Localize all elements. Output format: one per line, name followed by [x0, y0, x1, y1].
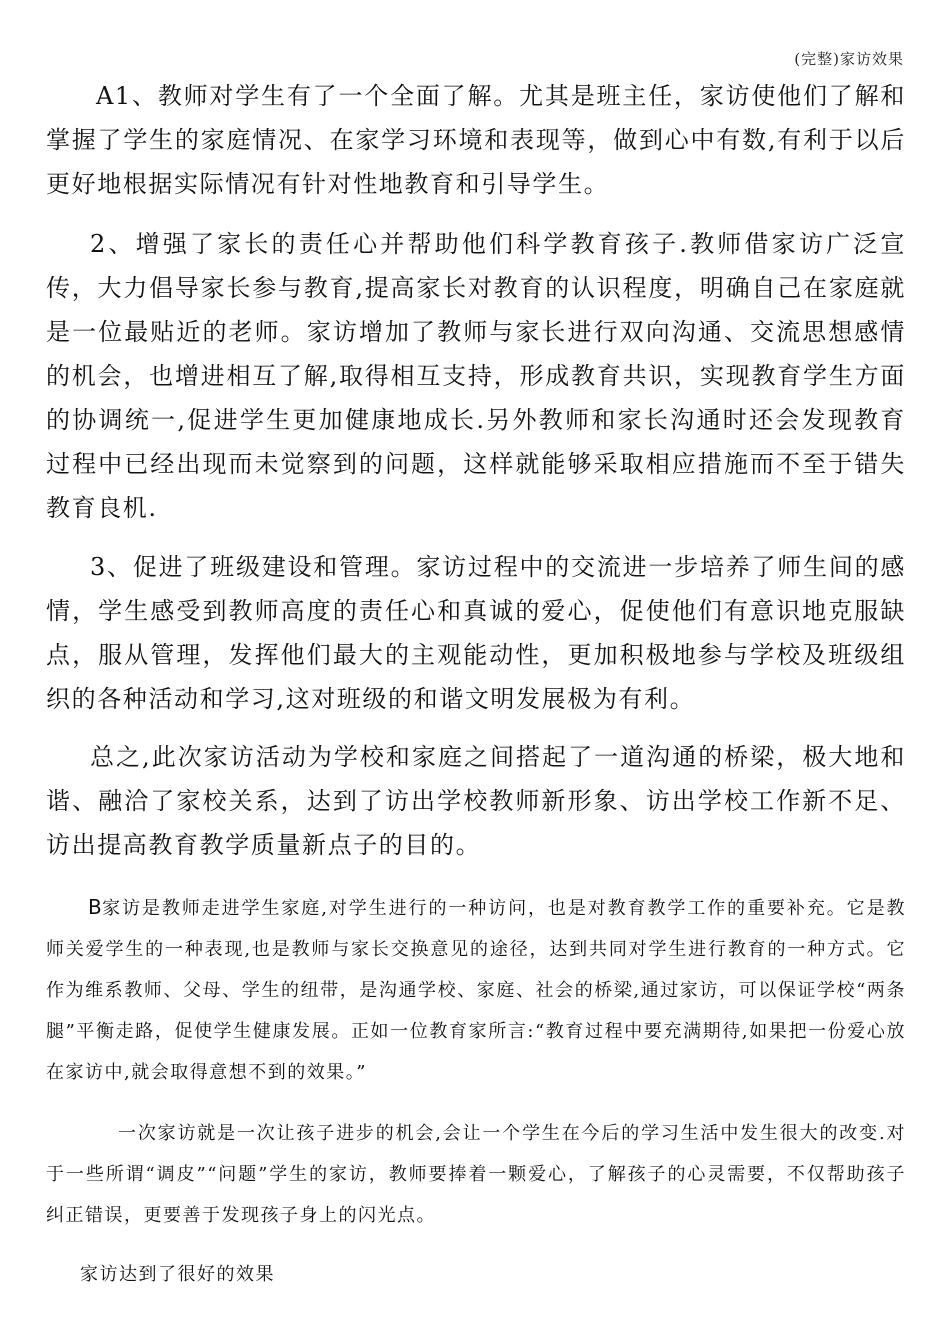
document-body	[46, 74, 906, 1295]
paragraph-conclusion: 家访达到了很好的效果	[80, 1264, 275, 1285]
paragraph-b-text: 家访是教师走进学生家庭,对学生进行的一种访问，也是对教育教学工作的重要补充。它是教师关爱学生的一种表现,也是教师与家长交换意见的途径，达到共同对学生进行教育的一种方式。它作为维系教师、父母、学生的纽带，是沟通学校、家庭、社会的桥梁,通过家访，可以保证学校“两条腿”平衡走路，促使学生健康发展。正如一位教育家所言:“教育过程中要充满期待,如果把一份爱心放在家访中,就会取得意想不到的效果。”	[46, 898, 906, 1083]
paragraph-summary: 总之,此次家访活动为学校和家庭之间搭起了一道沟通的桥梁，极大地和谐、融洽了家校关系，达到了访出学校教师新形象、访出学校工作新不足、访出提高教育教学质量新点子的目的。	[46, 743, 906, 859]
paragraph-visit-chance: 一次家访就是一次让孩子进步的机会,会让一个学生在今后的学习生活中发生很大的改变.对于一些所谓“调皮”“问题”学生的家访，教师要捧着一颗爱心，了解孩子的心灵需要，不仅帮助孩子纠正错误，更要善于发现孩子身上的闪光点。	[46, 1123, 906, 1226]
paragraph-2: 2、增强了家长的责任心并帮助他们科学教育孩子.教师借家访广泛宣传，大力倡导家长参与教育,提高家长对教育的认识程度，明确自己在家庭就是一位最贴近的老师。家访增加了教师与家长进行双向沟通、交流思想感情的机会，也增进相互了解,取得相互支持，形成教育共识，实现教育学生方面的协调统一,促进学生更加健康地成长.另外教师和家长沟通时还会发现教育过程中已经出现而未觉察到的问题，这样就能够采取相应措施而不至于错失教育良机.	[46, 230, 906, 522]
paragraph-3: 3、促进了班级建设和管理。家访过程中的交流进一步培养了师生间的感情，学生感受到教师高度的责任心和真诚的爱心，促使他们有意识地克服缺点，服从管理，发挥他们最大的主观能动性，更加积极地参与学校及班级组织的各种活动和学习,这对班级的和谐文明发展极为有利。	[46, 553, 906, 713]
document-header: (完整)家访效果	[794, 50, 904, 68]
paragraph-b-marker: B	[88, 895, 102, 919]
paragraph-a1: A1、教师对学生有了一个全面了解。尤其是班主任，家访使他们了解和掌握了学生的家庭情况、在家学习环境和表现等，做到心中有数,有利于以后更好地根据实际情况有针对性地教育和引导学生。	[46, 82, 906, 198]
paragraph-b	[46, 887, 906, 1093]
